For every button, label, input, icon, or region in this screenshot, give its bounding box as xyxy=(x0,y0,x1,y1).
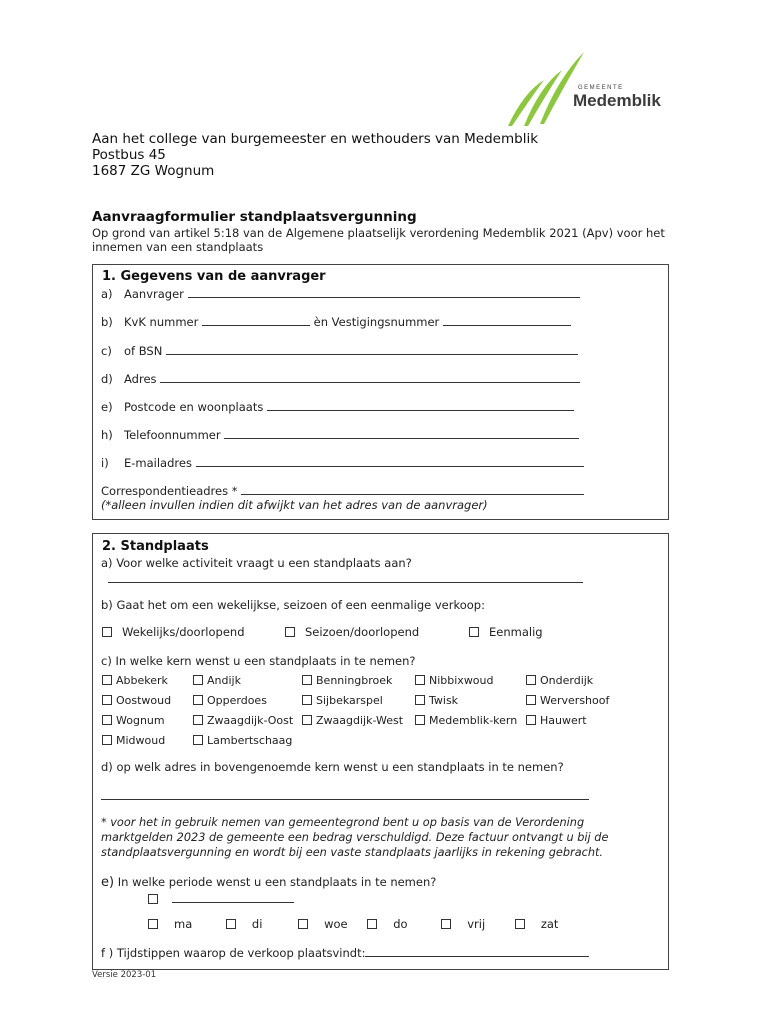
phone-input[interactable] xyxy=(224,427,579,439)
question-d: d) op welk adres in bovengenoemde kern wenst u een standplaats in te nemen? xyxy=(101,760,564,774)
question-e: e) In welke periode wenst u een standplaats in te nemen? xyxy=(101,875,437,890)
freq-weekly[interactable]: Wekelijks/doorlopend xyxy=(102,625,245,639)
kern-wervershoof[interactable]: Wervershoof xyxy=(526,694,609,707)
field-correspondence: Correspondentieadres * xyxy=(101,483,584,498)
kern-twisk[interactable]: Twisk xyxy=(415,694,458,707)
form-subtitle: Op grond van artikel 5:18 van de Algemene plaatselijk verordening Medemblik 2021 (Apv) voor het innemen van een standplaats xyxy=(92,226,665,254)
field-postcode: e) Postcode en woonplaats xyxy=(101,399,574,414)
checkbox[interactable] xyxy=(469,627,479,637)
kern-benningbroek[interactable]: Benningbroek xyxy=(302,674,392,687)
logo-leaves-icon xyxy=(500,48,590,128)
kern-sijbekarspel[interactable]: Sijbekarspel xyxy=(302,694,383,707)
question-a: a) Voor welke activiteit vraagt u een standplaats aan? xyxy=(101,556,412,570)
kern-nibbixwoud[interactable]: Nibbixwoud xyxy=(415,674,494,687)
form-title: Aanvraagformulier standplaatsvergunning xyxy=(92,209,417,225)
activity-input[interactable] xyxy=(108,571,583,583)
field-bsn: c) of BSN xyxy=(101,343,578,358)
kern-zwaagdijk-oost[interactable]: Zwaagdijk-Oost xyxy=(193,714,293,727)
email-input[interactable] xyxy=(196,455,584,467)
days-row: ma di woe do vrij zat xyxy=(148,917,558,931)
freq-once[interactable]: Eenmalig xyxy=(469,625,543,639)
kvk-input[interactable] xyxy=(202,314,310,326)
address-line-3: 1687 ZG Wognum xyxy=(92,163,215,179)
logo-small-text: GEMEENTE xyxy=(578,85,624,91)
field-kvk: b) KvK nummer èn Vestigingsnummer xyxy=(101,314,571,329)
location-input[interactable] xyxy=(101,788,589,800)
kern-hauwert[interactable]: Hauwert xyxy=(526,714,587,727)
kern-midwoud[interactable]: Midwoud xyxy=(102,734,165,747)
section-applicant xyxy=(92,264,669,520)
kern-medemblik[interactable]: Medemblik-kern xyxy=(415,714,517,727)
kern-oostwoud[interactable]: Oostwoud xyxy=(102,694,171,707)
kern-wognum[interactable]: Wognum xyxy=(102,714,165,727)
question-b: b) Gaat het om een wekelijkse, seizoen of een eenmalige verkoop: xyxy=(101,598,485,612)
field-address: d) Adres xyxy=(101,371,580,386)
address-line-2: Postbus 45 xyxy=(92,147,166,163)
kern-opperdoes[interactable]: Opperdoes xyxy=(193,694,267,707)
postcode-input[interactable] xyxy=(267,399,574,411)
field-email: i) E-mailadres xyxy=(101,455,584,470)
kern-onderdijk[interactable]: Onderdijk xyxy=(526,674,593,687)
correspondence-input[interactable] xyxy=(241,483,584,495)
freq-season[interactable]: Seizoen/doorlopend xyxy=(285,625,419,639)
period-checkbox[interactable] xyxy=(148,894,158,904)
kern-andijk[interactable]: Andijk xyxy=(193,674,241,687)
address-input[interactable] xyxy=(160,371,580,383)
kern-abbekerk[interactable]: Abbekerk xyxy=(102,674,168,687)
correspondence-note: (*alleen invullen indien dit afwijkt van het adres van de aanvrager) xyxy=(101,498,488,512)
section-1-heading: 1. Gegevens van de aanvrager xyxy=(102,269,326,284)
version-label: Versie 2023-01 xyxy=(92,970,157,980)
kern-zwaagdijk-west[interactable]: Zwaagdijk-West xyxy=(302,714,403,727)
applicant-input[interactable] xyxy=(188,286,580,298)
question-c: c) In welke kern wenst u een standplaats in te nemen? xyxy=(101,654,416,668)
bsn-input[interactable] xyxy=(166,343,578,355)
question-f: f ) Tijdstippen waarop de verkoop plaatsvindt: xyxy=(101,945,589,960)
fee-note: * voor het in gebruik nemen van gemeentegrond bent u op basis van de Verordening marktgelden 2023 de gemeente een bedrag verschuldigd. Deze factuur ontvangt u bij de standplaatsvergunning en wordt bij een vaste standplaats jaarlijks in rekening gebracht. xyxy=(101,816,609,859)
field-applicant: a) Aanvrager xyxy=(101,286,580,301)
time-input[interactable] xyxy=(365,945,589,957)
section-2-heading: 2. Standplaats xyxy=(102,539,209,554)
section-standplaats xyxy=(92,533,669,970)
checkbox[interactable] xyxy=(102,627,112,637)
address-line-1: Aan het college van burgemeester en wethouders van Medemblik xyxy=(92,131,539,147)
vestigingsnummer-input[interactable] xyxy=(443,314,571,326)
municipality-logo xyxy=(500,48,670,128)
kern-lambertschaag[interactable]: Lambertschaag xyxy=(193,734,292,747)
checkbox[interactable] xyxy=(285,627,295,637)
period-row xyxy=(148,891,294,906)
logo-name: Medemblik xyxy=(573,91,661,110)
field-phone: h) Telefoonnummer xyxy=(101,427,579,442)
period-input[interactable] xyxy=(172,891,294,903)
